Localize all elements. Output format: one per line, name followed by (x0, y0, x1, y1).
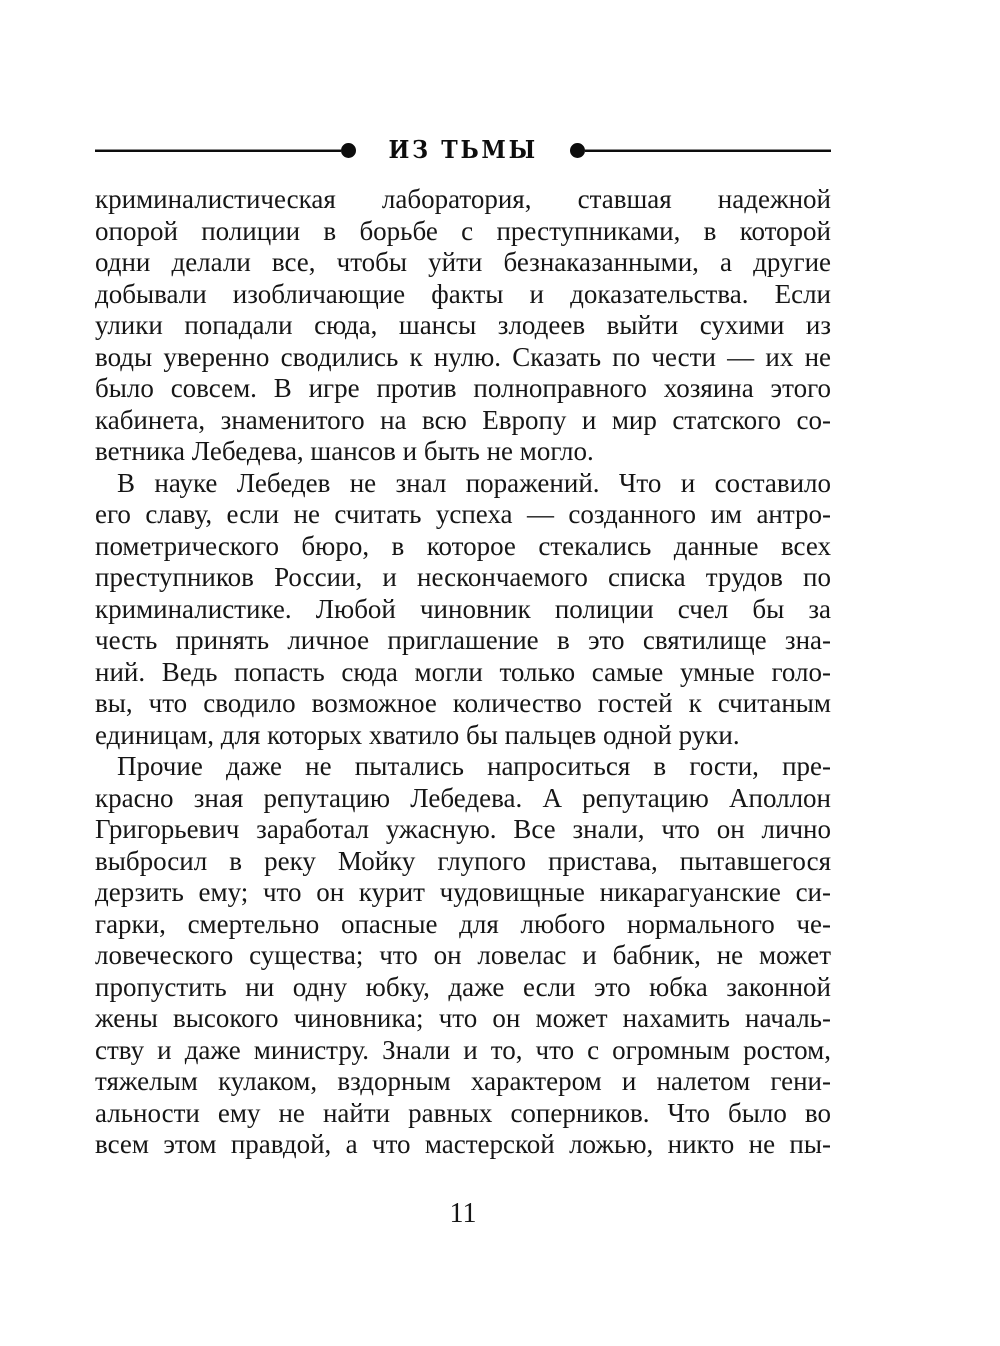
text-line: кабинета, знаменитого на всю Европу и мир статского со- (95, 404, 831, 435)
text-line: гарки, смертельно опасные для любого нормального че- (95, 908, 831, 939)
text-line: опорой полиции в борьбе с преступниками, в которой (95, 215, 831, 246)
text-line: пометрического бюро, в которое стекались данные всех (95, 530, 831, 561)
text-line: улики попадали сюда, шансы злодеев выйти сухими из (95, 310, 831, 340)
text-line: ветника Лебедева, шансов и быть не могло. (95, 436, 594, 466)
text-line: ловеческого существа; что он ловелас и бабник, не может (95, 940, 831, 970)
text-line: преступников России, и нескончаемого списка трудов по (95, 562, 831, 592)
text-line: красно зная репутацию Лебедева. А репутацию Аполлон (95, 782, 831, 813)
text-line: жены высокого чиновника; что он может нахамить началь- (95, 1003, 831, 1033)
text-line: честь принять личное приглашение в это святилище зна- (95, 625, 831, 655)
text-line: ству и даже министру. Знали и то, что с огромным ростом, (95, 1034, 831, 1065)
text-line: было совсем. В игре против полноправного хозяина этого (95, 373, 831, 403)
text-line: Прочие даже не пытались напроситься в гости, пре- (117, 751, 831, 781)
body-text (95, 184, 831, 1161)
text-line: пропустить ни одну юбку, даже если это юбка законной (95, 971, 831, 1002)
text-line: дерзить ему; что он курит чудовищные никарагуанские си- (95, 877, 831, 907)
text-line: криминалистическая лаборатория, ставшая надежной (95, 184, 831, 214)
header-bullet-left-icon (341, 143, 356, 158)
text-line: добывали изобличающие факты и доказательства. Если (95, 278, 831, 309)
text-line: ний. Ведь попасть сюда могли только самые умные голо- (95, 656, 831, 687)
chapter-title: ИЗ ТЬМЫ (388, 135, 538, 164)
text-line: всем этом правдой, а что мастерской ложью, никто не пы- (95, 1129, 831, 1159)
text-line: В науке Лебедев не знал поражений. Что и составило (117, 467, 831, 498)
text-line: Григорьевич заработал ужасную. Все знали, что он лично (95, 814, 831, 844)
text-line: его славу, если не считать успеха — созданного им антро- (95, 499, 831, 529)
text-line: выбросил в реку Мойку глупого пристава, пытавшегося (95, 845, 831, 876)
header-rule-right (585, 149, 831, 152)
text-line: тяжелым кулаком, вздорным характером и налетом гени- (95, 1066, 831, 1096)
header-bullet-right-icon (570, 143, 585, 158)
page-number: 11 (449, 1198, 477, 1229)
text-line: воды уверенно сводились к нулю. Сказать по чести — их не (95, 341, 831, 372)
chapter-header (95, 136, 831, 164)
text-line: единицам, для которых хватило бы пальцев одной руки. (95, 719, 740, 750)
text-line: одни делали все, чтобы уйти безнаказанными, а другие (95, 247, 831, 277)
text-line: альности ему не найти равных соперников. Что было во (95, 1097, 831, 1128)
text-line: вы, что сводило возможное количество гостей к считаным (95, 688, 831, 718)
header-rule-left (95, 149, 341, 152)
text-line: криминалистике. Любой чиновник полиции счел бы за (95, 593, 831, 624)
